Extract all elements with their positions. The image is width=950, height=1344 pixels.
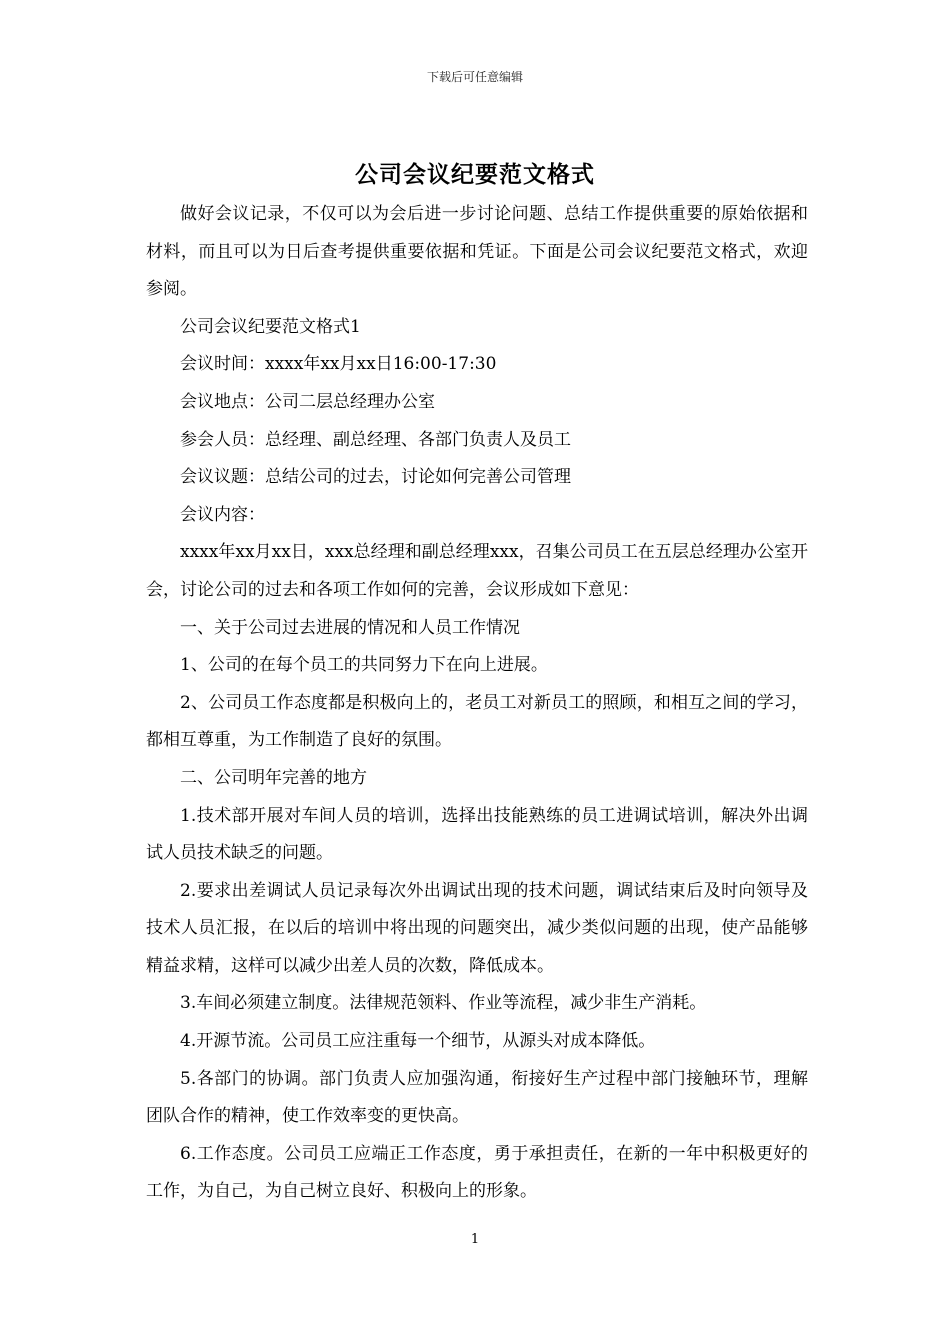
meeting-attendees: 参会人员：总经理、副总经理、各部门负责人及员工 (180, 429, 571, 450)
list-item: 4.开源节流。公司员工应注重每一个细节，从源头对成本降低。 (180, 1031, 656, 1052)
section-heading: 公司会议纪要范文格式1 (180, 316, 361, 337)
document-body (146, 196, 808, 1211)
list-item: 6.工作态度。公司员工应端正工作态度，勇于承担责任，在新的一年中积极更好的工作，为自己，为自己树立良好、积极向上的形象。 (146, 1143, 808, 1202)
list-item: 5.各部门的协调。部门负责人应加强沟通，衔接好生产过程中部门接触环节，理解团队合作的精神，使工作效率变的更快高。 (146, 1068, 808, 1127)
meeting-time: 会议时间：xxxx年xx月xx日16:00-17:30 (180, 354, 497, 375)
subsection-heading-1: 一、关于公司过去进展的情况和人员工作情况 (180, 617, 520, 638)
page-number: 1 (470, 1232, 480, 1247)
list-item: 2.要求出差调试人员记录每次外出调试出现的技术问题，调试结束后及时向领导及技术人员汇报，在以后的培训中将出现的问题突出，减少类似问题的出现，使产品能够精益求精，这样可以减少出差人员的次数，降低成本。 (146, 880, 808, 976)
subsection-heading-2: 二、公司明年完善的地方 (180, 767, 367, 788)
list-item: 1、公司的在每个员工的共同努力下在向上进展。 (180, 655, 548, 676)
document-title: 公司会议纪要范文格式 (355, 161, 595, 188)
intro-paragraph: 做好会议记录，不仅可以为会后进一步讨论问题、总结工作提供重要的原始依据和材料，而且可以为日后查考提供重要依据和凭证。下面是公司会议纪要范文格式，欢迎参阅。 (146, 204, 808, 300)
meeting-topic: 会议议题：总结公司的过去，讨论如何完善公司管理 (180, 467, 571, 488)
list-item: 3.车间必须建立制度。法律规范领料、作业等流程，减少非生产消耗。 (180, 993, 707, 1014)
meeting-summary: xxxx年xx月xx日，xxx总经理和副总经理xxx，召集公司员工在五层总经理办公室开会，讨论公司的过去和各项工作如何的完善，会议形成如下意见： (146, 542, 808, 600)
list-item: 1.技术部开展对车间人员的培训，选择出技能熟练的员工进调试培训，解决外出调试人员技术缺乏的问题。 (146, 805, 808, 864)
list-item: 2、公司员工作态度都是积极向上的，老员工对新员工的照顾，和相互之间的学习，都相互尊重，为工作制造了良好的氛围。 (146, 692, 808, 751)
meeting-content-label: 会议内容： (180, 504, 265, 525)
meeting-location: 会议地点：公司二层总经理办公室 (180, 391, 435, 412)
header-note: 下载后可任意编辑 (426, 70, 523, 84)
